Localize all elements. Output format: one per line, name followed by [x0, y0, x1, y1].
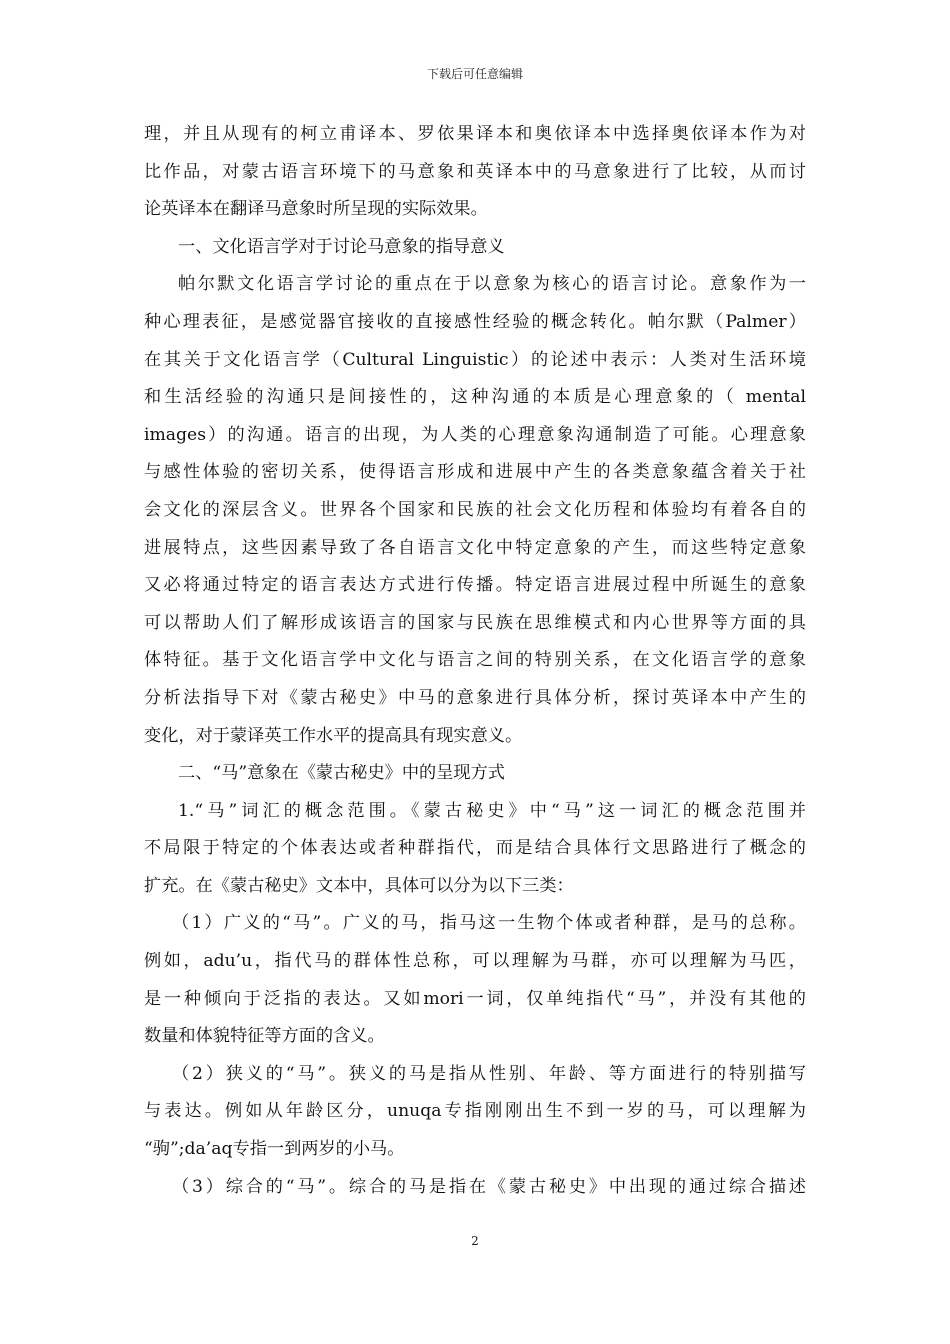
page-number: 2 — [471, 1234, 479, 1248]
text-line: 数量和体貌特征等方面的含义。 — [144, 1026, 385, 1047]
text-line: 是一种倾向于泛指的表达。又如mori一词，仅单纯指代“马”，并没有其他的 — [144, 988, 806, 1009]
text-line: 进展特点，这些因素导致了各自语言文化中特定意象的产生，而这些特定意象 — [144, 537, 806, 558]
text-line: 不局限于特定的个体表达或者种群指代，而是结合具体行文思路进行了概念的 — [144, 838, 806, 859]
text-line: 在其关于文化语言学（Cultural Linguistic）的论述中表示：人类对生活环境 — [144, 349, 806, 370]
text-line: 论英译本在翻译马意象时所呈现的实际效果。 — [144, 199, 488, 220]
text-line: “驹”;da’aq专指一到两岁的小马。 — [144, 1139, 405, 1160]
text-line: images）的沟通。语言的出现，为人类的心理意象沟通制造了可能。心理意象 — [144, 424, 806, 445]
text-line: 与感性体验的密切关系，使得语言形成和进展中产生的各类意象蕴含着关于社 — [144, 462, 806, 483]
text-line: （2）狭义的“马”。狭义的马是指从性别、年龄、等方面进行的特别描写 — [172, 1063, 806, 1084]
text-line: 二、“马”意象在《蒙古秘史》中的呈现方式 — [178, 763, 505, 784]
document-body — [144, 116, 806, 1206]
text-line: 可以帮助人们了解形成该语言的国家与民族在思维模式和内心世界等方面的具 — [144, 612, 806, 633]
text-line: 种心理表征，是感觉器官接收的直接感性经验的概念转化。帕尔默（Palmer） — [144, 311, 806, 332]
text-line: 例如，adu’u，指代马的群体性总称，可以理解为马群，亦可以理解为马匹， — [144, 951, 806, 972]
text-line: 又必将通过特定的语言表达方式进行传播。特定语言进展过程中所诞生的意象 — [144, 575, 806, 596]
text-line: 扩充。在《蒙古秘史》文本中，具体可以分为以下三类： — [144, 875, 574, 896]
text-line: 分析法指导下对《蒙古秘史》中马的意象进行具体分析，探讨英译本中产生的 — [144, 687, 806, 708]
text-line: 与表达。例如从年龄区分，unuqa专指刚刚出生不到一岁的马，可以理解为 — [144, 1101, 806, 1122]
text-line: 理，并且从现有的柯立甫译本、罗依果译本和奥依译本中选择奥依译本作为对 — [144, 124, 806, 144]
text-line: 会文化的深层含义。世界各个国家和民族的社会文化历程和体验均有着各自的 — [144, 499, 806, 520]
text-line: （3）综合的“马”。综合的马是指在《蒙古秘史》中出现的通过综合描述 — [172, 1176, 806, 1197]
text-line: 比作品，对蒙古语言环境下的马意象和英译本中的马意象进行了比较，从而讨 — [144, 161, 806, 182]
text-line: 变化，对于蒙译英工作水平的提高具有现实意义。 — [144, 725, 523, 746]
page-header: 下载后可任意编辑 — [426, 67, 523, 81]
text-line: 体特征。基于文化语言学中文化与语言之间的特别关系，在文化语言学的意象 — [144, 650, 806, 671]
text-line: 和生活经验的沟通只是间接性的，这种沟通的本质是心理意象的（ mental — [144, 387, 806, 408]
text-line: （1）广义的“马”。广义的马，指马这一生物个体或者种群，是马的总称。 — [172, 913, 806, 934]
text-line: 帕尔默文化语言学讨论的重点在于以意象为核心的语言讨论。意象作为一 — [178, 274, 806, 295]
text-line: 一、文化语言学对于讨论马意象的指导意义 — [178, 236, 505, 257]
text-line: 1.“马”词汇的概念范围。《蒙古秘史》中“马”这一词汇的概念范围并 — [178, 800, 806, 821]
